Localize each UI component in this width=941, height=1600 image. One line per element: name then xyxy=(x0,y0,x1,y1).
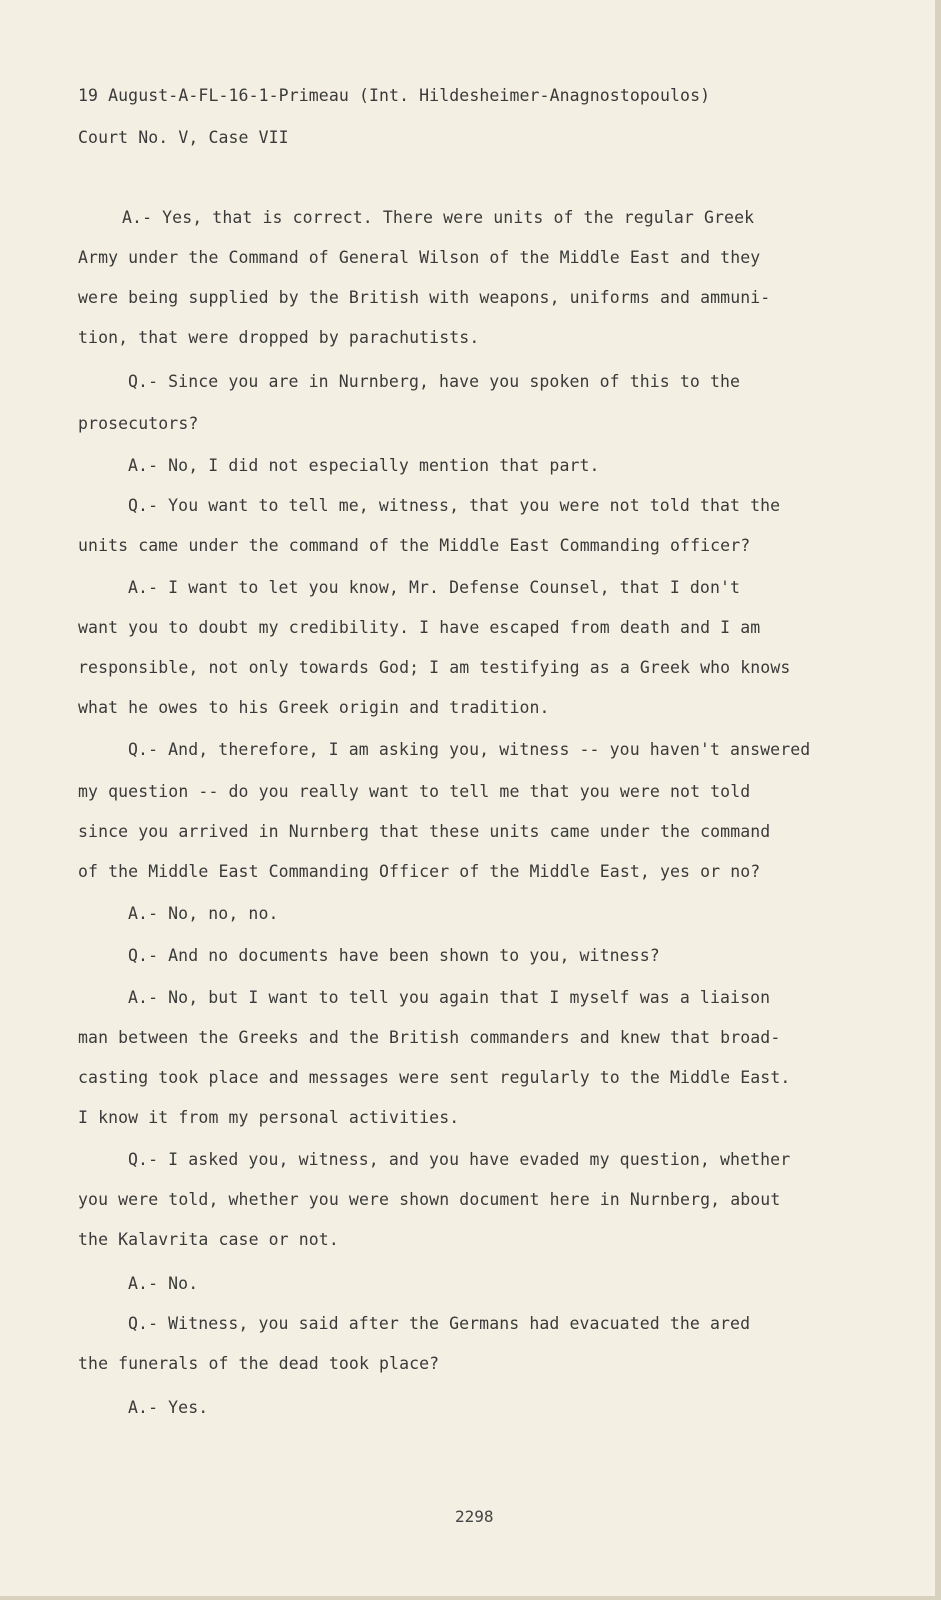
transcript-line: A.- Yes. xyxy=(128,1398,209,1417)
transcript-line: want you to doubt my credibility. I have escaped from death and I am xyxy=(78,618,761,637)
transcript-line: prosecutors? xyxy=(78,414,199,433)
transcript-line: were being supplied by the British with weapons, uniforms and ammuni- xyxy=(78,288,771,307)
page-number: 2298 xyxy=(455,1507,494,1526)
transcript-line: Army under the Command of General Wilson of the Middle East and they xyxy=(78,248,761,267)
transcript-line: Q.- And no documents have been shown to you, witness? xyxy=(128,946,660,965)
transcript-line: A.- No, but I want to tell you again that I myself was a liaison xyxy=(128,988,771,1007)
transcript-line: I know it from my personal activities. xyxy=(78,1108,460,1127)
transcript-line: Q.- Since you are in Nurnberg, have you spoken of this to the xyxy=(128,372,741,391)
transcript-line: the funerals of the dead took place? xyxy=(78,1354,440,1373)
transcript-line: you were told, whether you were shown document here in Nurnberg, about xyxy=(78,1190,781,1209)
transcript-line: Q.- Witness, you said after the Germans had evacuated the ared xyxy=(128,1314,751,1333)
transcript-line: the Kalavrita case or not. xyxy=(78,1230,339,1249)
transcript-line: A.- No, I did not especially mention that part. xyxy=(128,456,600,475)
transcript-line: A.- I want to let you know, Mr. Defense Counsel, that I don't xyxy=(128,578,741,597)
header-line-1: 19 August-A-FL-16-1-Primeau (Int. Hildesheimer-Anagnostopoulos) xyxy=(78,86,711,105)
transcript-line: A.- Yes, that is correct. There were units of the regular Greek xyxy=(122,208,755,227)
transcript-line: Q.- You want to tell me, witness, that you were not told that the xyxy=(128,496,781,515)
transcript-line: Q.- And, therefore, I am asking you, witness -- you haven't answered xyxy=(128,740,811,759)
transcript-line: man between the Greeks and the British commanders and knew that broad- xyxy=(78,1028,781,1047)
transcript-line: casting took place and messages were sent regularly to the Middle East. xyxy=(78,1068,791,1087)
transcript-line: Q.- I asked you, witness, and you have evaded my question, whether xyxy=(128,1150,791,1169)
transcript-line: of the Middle East Commanding Officer of the Middle East, yes or no? xyxy=(78,862,761,881)
transcript-line: responsible, not only towards God; I am testifying as a Greek who knows xyxy=(78,658,791,677)
header-line-2: Court No. V, Case VII xyxy=(78,128,289,147)
transcript-line: my question -- do you really want to tell me that you were not told xyxy=(78,782,751,801)
transcript-line: A.- No. xyxy=(128,1274,199,1293)
transcript-line: units came under the command of the Middle East Commanding officer? xyxy=(78,536,751,555)
transcript-line: what he owes to his Greek origin and tradition. xyxy=(78,698,550,717)
transcript-line: tion, that were dropped by parachutists. xyxy=(78,328,480,347)
transcript-line: since you arrived in Nurnberg that these units came under the command xyxy=(78,822,771,841)
transcript-line: A.- No, no, no. xyxy=(128,904,279,923)
